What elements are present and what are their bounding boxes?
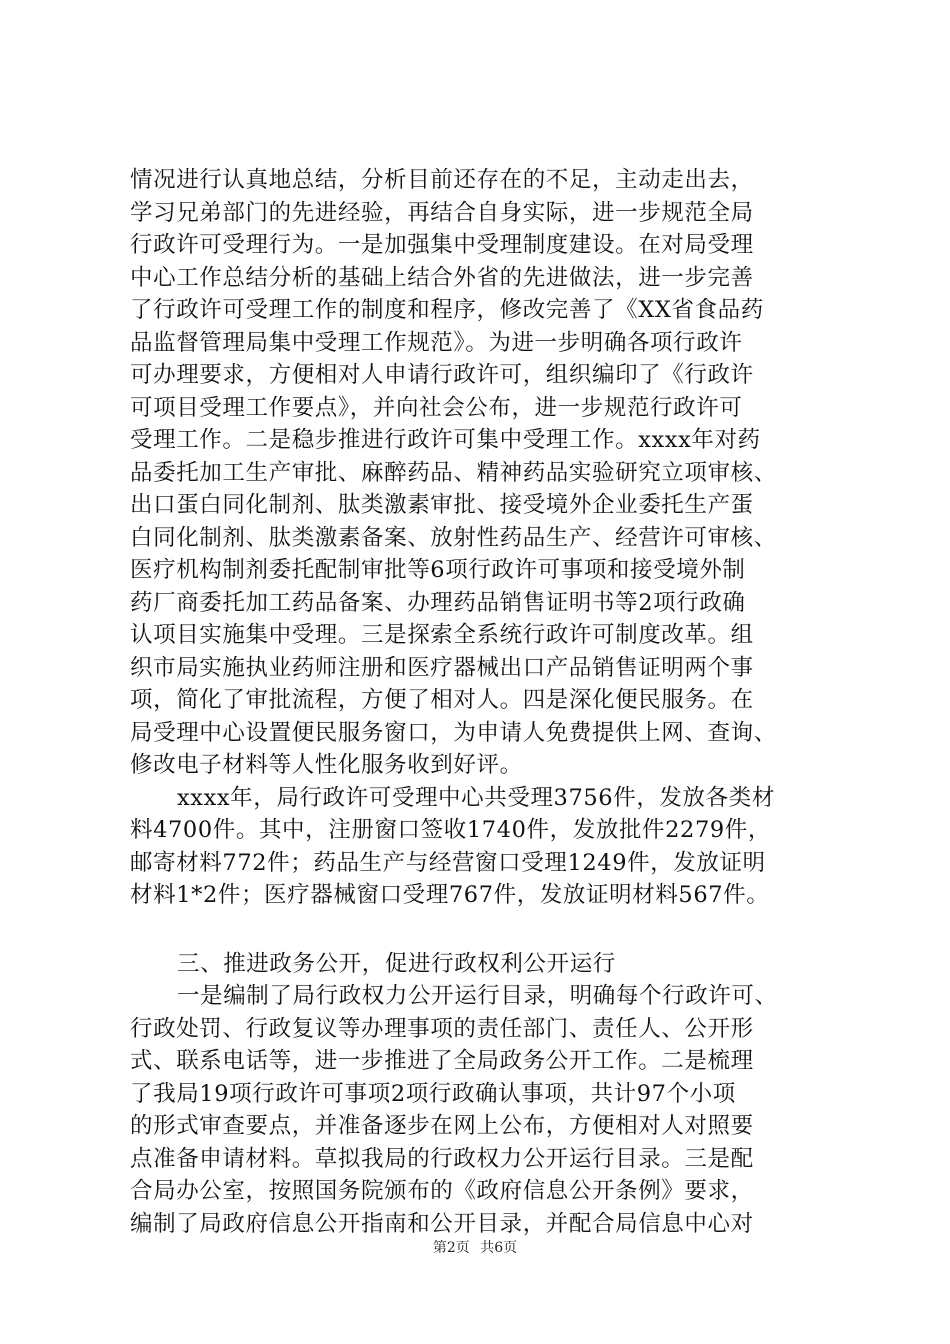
text-line: 行政处罚、行政复议等办理事项的责任部门、责任人、公开形 <box>130 1015 754 1042</box>
text-line: 医疗机构制剂委托配制审批等6项行政许可事项和接受境外制 <box>130 557 746 583</box>
text-line: 了行政许可受理工作的制度和程序，修改完善了《XX省食品药 <box>130 297 764 323</box>
text-line: 学习兄弟部门的先进经验，再结合自身实际，进一步规范全局 <box>130 199 754 226</box>
text-line: 情况进行认真地总结，分析目前还存在的不足，主动走出去， <box>130 167 754 193</box>
text-line: 式、联系电话等，进一步推进了全局政务公开工作。二是梳理 <box>130 1048 754 1074</box>
text-line: 可项目受理工作要点》，并向社会公布，进一步规范行政许可 <box>130 394 743 421</box>
text-line: 材料1*2件；医疗器械窗口受理767件，发放证明材料567件。 <box>130 882 770 908</box>
page-total: 共6页 <box>480 1240 518 1256</box>
text-line: xxxx年，局行政许可受理中心共受理3756件，发放各类材 <box>177 784 775 811</box>
text-line: 局受理中心设置便民服务窗口，为申请人免费提供上网、查询、 <box>130 719 777 746</box>
text-line: 出口蛋白同化制剂、肽类激素审批、接受境外企业委托生产蛋 <box>130 492 754 518</box>
page-number: 第2页 <box>432 1240 470 1256</box>
text-line: 的形式审查要点，并准备逐步在网上公布，方便相对人对照要 <box>130 1113 754 1139</box>
text-line: 合局办公室，按照国务院颁布的《政府信息公开条例》要求， <box>130 1178 754 1204</box>
text-line: 品监督管理局集中受理工作规范》。为进一步明确各项行政许 <box>130 329 743 356</box>
text-line: 一是编制了局行政权力公开运行目录，明确每个行政许可、 <box>177 983 778 1009</box>
text-line: 药厂商委托加工药品备案、办理药品销售证明书等2项行政确 <box>130 589 746 616</box>
paragraph-3 <box>130 980 840 1240</box>
text-line: 修改电子材料等人性化服务收到好评。 <box>130 752 523 778</box>
text-line: 料4700件。其中，注册窗口签收1740件，发放批件2279件， <box>130 817 771 843</box>
text-line: 受理工作。二是稳步推进行政许可集中受理工作。xxxx年对药 <box>130 427 761 453</box>
paragraph-1 <box>130 164 840 782</box>
paragraph-spacer <box>130 912 840 948</box>
paragraph-2 <box>130 782 840 912</box>
document-body <box>130 164 840 1240</box>
text-line: 可办理要求，方便相对人申请行政许可，组织编印了《行政许 <box>130 362 754 388</box>
text-line: 认项目实施集中受理。三是探索全系统行政许可制度改革。组 <box>130 622 754 648</box>
text-line: 点准备申请材料。草拟我局的行政权力公开运行目录。三是配 <box>130 1145 754 1172</box>
text-line: 白同化制剂、肽类激素备案、放射性药品生产、经营许可审核、 <box>130 524 777 551</box>
text-line: 编制了局政府信息公开指南和公开目录，并配合局信息中心对 <box>130 1210 754 1237</box>
text-line: 邮寄材料772件；药品生产与经营窗口受理1249件，发放证明 <box>130 849 766 876</box>
text-line: 项，简化了审批流程，方便了相对人。四是深化便民服务。在 <box>130 687 754 713</box>
page-footer <box>0 1238 950 1258</box>
text-line: 织市局实施执业药师注册和医疗器械出口产品销售证明两个事 <box>130 654 754 681</box>
text-line: 品委托加工生产审批、麻醉药品、精神药品实验研究立项审核、 <box>130 459 777 486</box>
text-line: 行政许可受理行为。一是加强集中受理制度建设。在对局受理 <box>130 232 754 258</box>
text-line: 中心工作总结分析的基础上结合外省的先进做法，进一步完善 <box>130 264 754 291</box>
section-heading: 三、推进政务公开，促进行政权利公开运行 <box>177 950 616 977</box>
text-line: 了我局19项行政许可事项2项行政确认事项，共计97个小项 <box>130 1080 736 1107</box>
